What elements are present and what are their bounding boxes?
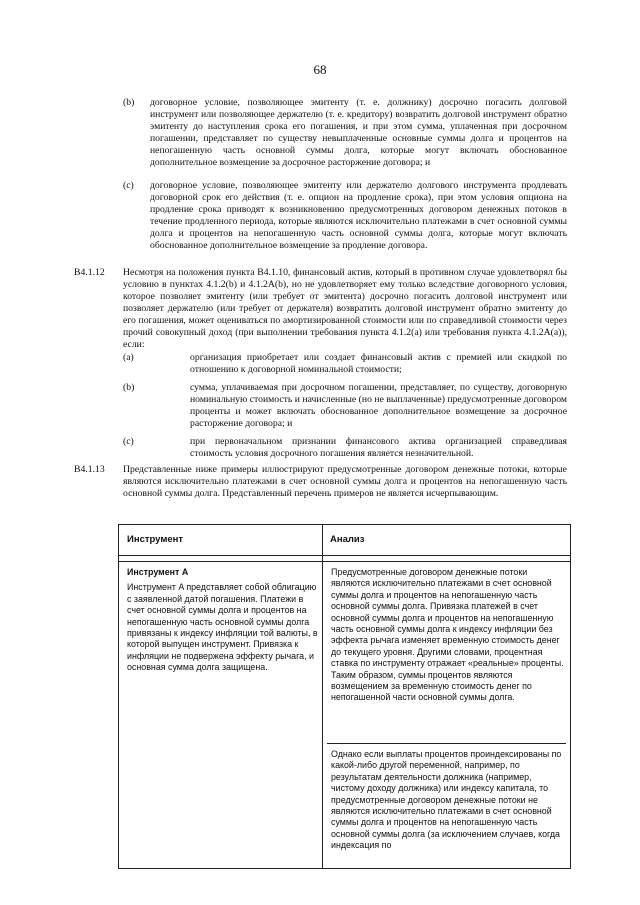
item-label-b: (b) xyxy=(123,97,135,108)
sub-label-b: (b) xyxy=(123,382,135,393)
table-header-instrument: Инструмент xyxy=(127,534,184,545)
analysis-cell-2: Однако если выплаты процентов проиндексированы по какой-либо другой переменной, например, по результатам деятельности должника (например, чистому доходу должника) или индексу капитала, то предусмотренные договором денежные потоки не являются исключительно платежами в счет основной суммы долга и процентов на непогашенную часть основной суммы долга (за исключением случаев, когда индексация по xyxy=(331,749,562,851)
sub-text-a: организация приобретает или создает финансовый актив с премией или скидкой по отношению к договорной номинальной стоимости; xyxy=(190,352,567,375)
table-header-divider xyxy=(119,555,570,556)
sub-label-a: (a) xyxy=(123,352,134,363)
analysis-separator xyxy=(327,743,566,744)
examples-table xyxy=(118,524,571,869)
table-header-divider-2 xyxy=(119,561,570,562)
sub-text-b: сумма, уплачиваемая при досрочном погашении, представляет, по существу, договорную номинальную стоимость и начисленные (но не выплаченные) предусмотренные договором проценты и может включать обоснованное дополнительное возмещение за досрочное расторжение договора; и xyxy=(190,382,567,429)
analysis-cell-1: Предусмотренные договором денежные потоки являются исключительно платежами в счет основной суммы долга и процентов на непогашенную часть основной суммы долга. Привязка платежей в счет основной суммы долга и процентов на непогашенную часть основной суммы долга к индексу инфляции без эффекта рычага изменяет временную стоимость денег до текущего уровня. Другими словами, процентная ставка по инструменту отражает «реальные» проценты. Таким образом, суммы процентов являются возмещением за временную стоимость денег по непогашенной части основной суммы долга. xyxy=(331,567,564,703)
paragraph-text-b4-1-12: Несмотря на положения пункта B4.1.10, финансовый актив, который в противном случае удовлетворял бы условию в пунктах 4.1.2(b) и 4.1.2A(b), но не удовлетворяет ему только вследствие договорного условия, которое позволяет эмитенту (или требует от эмитента) досрочно погасить долговой инструмент или позволяет держателю (или требует от держателя) возвратить долговой инструмент обратно эмитенту до его погашения, может оцениваться по амортизированной стоимости или по справедливой стоимости через прочий совокупный доход (при выполнении требования пункта 4.1.2(a) или требования пункта 4.1.2A(a)), если: xyxy=(123,267,567,350)
sub-label-c: (c) xyxy=(123,436,134,447)
paragraph-text-b4-1-13: Представленные ниже примеры иллюстрируют предусмотренные договором денежные потоки, которые являются исключительно платежами в счет основной суммы долга и процентов на непогашенную часть основной суммы долга. Представленный перечень примеров не является исчерпывающим. xyxy=(123,464,567,499)
table-header-analysis: Анализ xyxy=(330,534,365,545)
sub-text-c: при первоначальном признании финансового актива организацией справедливая стоимость условия досрочного погашения является незначительной. xyxy=(190,436,567,459)
item-label-c: (c) xyxy=(123,180,134,191)
paragraph-number-b4-1-12: B4.1.12 xyxy=(74,267,105,278)
instrument-title: Инструмент A xyxy=(127,567,189,577)
instrument-description: Инструмент A представляет собой облигацию с заявленной датой погашения. Платежи в счет основной суммы долга и процентов на непогашенную часть основной суммы долга привязаны к индексу инфляции той валюты, в которой выпущен инструмент. Привязка к инфляции не подвержена эффекту рычага, и основная сумма долга защищена. xyxy=(127,582,318,673)
item-text-b: договорное условие, позволяющее эмитенту (т. е. должнику) досрочно погасить долговой инструмент или позволяющее держателю (т. е. кредитору) возвратить долговой инструмент обратно эмитенту до наступления срока его погашения, и при этом сумма, уплаченная при досрочном погашении, представляет по существу невыплаченные основные суммы долга и процентов на непогашенную часть основной суммы долга, которые могут включать обоснованное дополнительное возмещение за досрочное расторжение договора; и xyxy=(150,97,567,168)
instrument-cell xyxy=(127,567,319,674)
table-column-divider xyxy=(322,525,323,868)
item-text-c: договорное условие, позволяющее эмитенту или держателю долгового инструмента продлевать договорной срок его действия (т. е. опцион на продление срока), при этом условия опциона на продление срока приводят к возникновению предусмотренных договором денежных потоков в течение продленного периода, которые являются исключительно платежами в счет основной суммы долга и процентов на непогашенную часть основной суммы долга, которые могут включать обоснованное дополнительное возмещение за продление договора. xyxy=(150,180,567,251)
page-number: 68 xyxy=(313,62,327,77)
paragraph-number-b4-1-13: B4.1.13 xyxy=(74,464,105,475)
